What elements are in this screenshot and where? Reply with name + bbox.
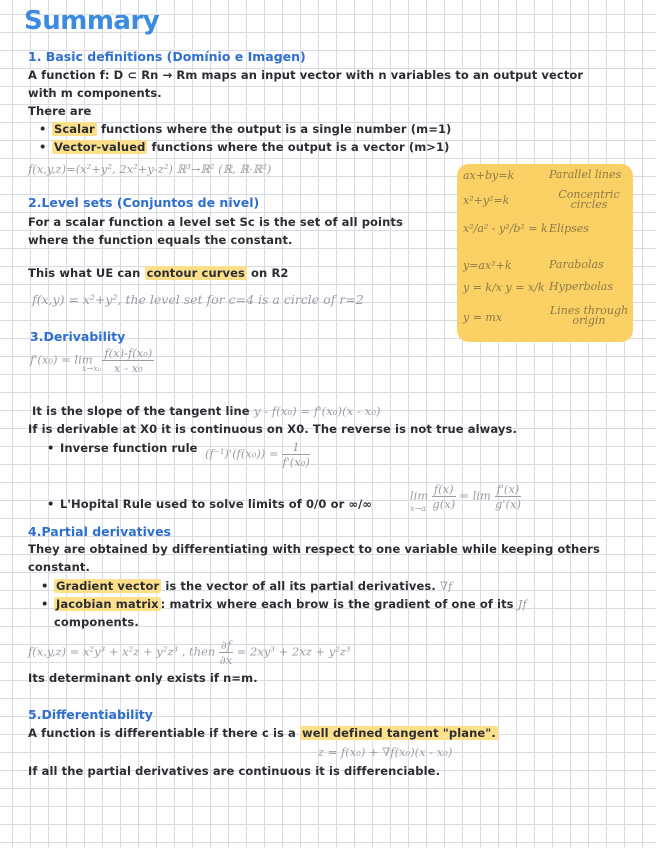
text: This what UE can <box>28 266 145 280</box>
paragraph-line: If all the partial derivatives are continuous it is differenciable. <box>28 764 441 778</box>
denominator: f'(x₀) <box>282 455 310 469</box>
jacobian-symbol: Jf <box>517 597 527 611</box>
section-heading-basic-definitions: 1. Basic definitions (Domínio e Imagen) <box>28 49 306 64</box>
box-label: Parallel lines <box>549 168 622 181</box>
paragraph-line: There are <box>28 104 92 118</box>
formula-text: f(x,y,z) = x²y³ + x²z + y²z³ , then <box>28 644 216 659</box>
bullet-item-gradient <box>54 579 452 593</box>
numerator: f(x) <box>433 482 454 496</box>
limit-subscript: x→a <box>410 504 426 513</box>
bullet-text: Inverse function rule <box>60 441 198 455</box>
box-label: Elipses <box>549 222 589 235</box>
box-equation: y=ax²+k <box>463 259 512 272</box>
highlight: Jacobian matrix <box>56 597 159 611</box>
box-equation: x²/a² - y²/b² = k <box>463 222 548 235</box>
bullet-item-inverse-function <box>60 441 198 455</box>
partial-derivative-example <box>28 638 350 667</box>
paragraph-line: where the function equals the constant. <box>28 233 293 247</box>
section-heading-partial-derivatives: 4.Partial derivatives <box>28 524 171 539</box>
inverse-function-formula <box>205 440 310 469</box>
bullet-text: : matrix where each brow is the gradient of one of its <box>160 597 514 611</box>
fraction <box>495 482 522 511</box>
bullet-item-scalar <box>52 122 451 136</box>
box-equation: y = mx <box>463 311 503 324</box>
box-label: Parabolas <box>549 258 604 271</box>
box-equation: x²+y²=k <box>463 194 510 207</box>
tangent-line-formula: y - f(x₀) = f'(x₀)(x - x₀) <box>253 404 381 418</box>
highlight: Gradient vector <box>56 579 160 593</box>
bullet-text: functions where the output is a single number (m=1) <box>96 122 452 136</box>
paragraph-line: Its determinant only exists if n=m. <box>28 671 258 685</box>
limit-text: lim <box>472 488 491 503</box>
denominator: ∂x <box>219 653 233 667</box>
fraction <box>219 638 233 667</box>
limit-subscript: x→x₀ <box>82 364 101 373</box>
formula-text: = 2xy³ + 2xz + y²z³ <box>236 644 351 659</box>
fraction <box>432 482 456 511</box>
numerator: 1 <box>282 440 310 455</box>
numerator: f(x)-f(x₀) <box>104 346 153 360</box>
highlight: Vector-valued <box>54 140 146 154</box>
text: A function is differentiable if there c is a <box>28 726 301 740</box>
box-label: Lines through origin <box>549 304 629 327</box>
paragraph-line: For a scalar function a level set Sc is the set of all points <box>28 215 403 229</box>
paragraph-line: They are obtained by differentiating with respect to one variable while keeping others <box>28 542 600 556</box>
paragraph-line <box>28 266 289 280</box>
paragraph-line <box>28 726 498 740</box>
level-curve-types-box <box>457 164 633 342</box>
text: It is the slope of the tangent line <box>32 404 250 418</box>
numerator: f'(x) <box>496 482 520 496</box>
bullet-continuation: components. <box>54 615 139 629</box>
text: on R2 <box>246 266 289 280</box>
bullet-item-lhopital <box>60 497 372 511</box>
page-title: Summary <box>24 6 160 36</box>
denominator: g(x) <box>432 497 456 511</box>
section-heading-derivability: 3.Derivability <box>30 329 126 344</box>
paragraph-line: with m components. <box>28 86 162 100</box>
bullet-item-jacobian <box>54 597 527 611</box>
box-label: Hyperbolas <box>549 280 614 293</box>
paragraph-line: A function f: D ⊂ Rn → Rm maps an input vector with n variables to an output vector <box>28 68 584 82</box>
bullet-item-vector-valued <box>52 140 449 154</box>
formula-text: (f⁻¹)'(f(x₀)) = <box>205 446 279 461</box>
box-equation: y = k/x y = x/k <box>463 281 545 294</box>
bullet-text: is the vector of all its partial derivatives. <box>161 579 436 593</box>
denominator: g'(x) <box>494 497 521 511</box>
section-heading-differentiability: 5.Differentiability <box>28 707 153 722</box>
paragraph-line <box>32 404 381 418</box>
denominator: x - x₀ <box>113 361 143 375</box>
limit-text: lim <box>410 488 429 503</box>
paragraph-line: constant. <box>28 560 90 574</box>
gradient-symbol: ∇f <box>439 579 453 593</box>
formula-text: f'(x₀) = lim <box>30 352 93 367</box>
box-label: Concentric circles <box>558 188 620 211</box>
handwritten-example: f(x,y,z)=(x²+y², 2x²+y-z²) ℝ³→ℝ² (ℝ, ℝ·ℝ²) <box>28 162 272 176</box>
lhopital-formula <box>410 482 521 511</box>
bullet-text: functions where the output is a vector (m>1) <box>147 140 450 154</box>
section-heading-level-sets: 2.Level sets (Conjuntos de nivel) <box>28 195 260 210</box>
box-equation: ax+by=k <box>463 169 515 182</box>
derivative-definition-formula <box>30 346 154 375</box>
paragraph-line: If is derivable at X0 it is continuous on X0. The reverse is not true always. <box>28 422 517 436</box>
highlight: well defined tangent "plane". <box>302 726 496 740</box>
numerator: ∂f <box>220 638 232 652</box>
equals-sign: = <box>459 488 469 503</box>
fraction <box>102 346 154 375</box>
bullet-text: L'Hopital Rule used to solve limits of 0/0 or ∞/∞ <box>60 497 373 511</box>
highlight: contour curves <box>146 266 245 280</box>
handwritten-example: f(x,y) = x²+y², the level set for c=4 is a circle of r=2 <box>32 292 364 307</box>
fraction <box>282 440 310 469</box>
tangent-plane-formula: z = f(x₀) + ∇f(x₀)(x - x₀) <box>318 745 453 759</box>
highlight: Scalar <box>54 122 95 136</box>
